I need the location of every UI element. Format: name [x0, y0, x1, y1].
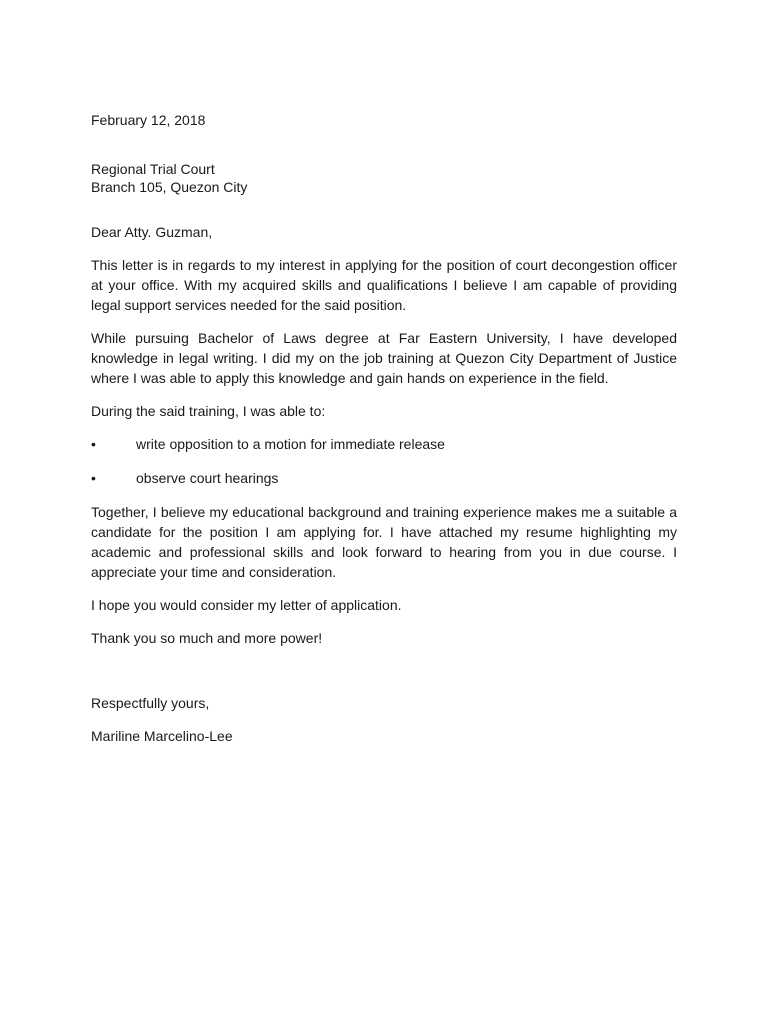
- list-item: [91, 434, 677, 454]
- paragraph-training-lead: During the said training, I was able to:: [91, 403, 326, 419]
- bullet-text: write opposition to a motion for immediate release: [136, 436, 445, 452]
- paragraph-thanks: Thank you so much and more power!: [91, 630, 323, 646]
- closing-spacer: [91, 661, 677, 693]
- signature-name: Mariline Marcelino-Lee: [91, 728, 233, 744]
- paragraph-education: While pursuing Bachelor of Laws degree at Far Eastern University, I have developed knowledge in legal writing. I did my on the job training at Quezon City Department of Justice where I was able to apply this knowledge and gain hands on experience in the field.: [91, 330, 677, 386]
- bullet-icon: •: [91, 436, 96, 452]
- list-item: [91, 468, 677, 488]
- complimentary-close: Respectfully yours,: [91, 695, 210, 711]
- paragraph-request: I hope you would consider my letter of application.: [91, 597, 402, 613]
- letter-date: February 12, 2018: [91, 112, 206, 128]
- recipient-line-1: Regional Trial Court: [91, 161, 215, 177]
- paragraph-intro: This letter is in regards to my interest in applying for the position of court decongestion officer at your office. With my acquired skills and qualifications I believe I am capable of providing legal support services needed for the said position.: [91, 257, 677, 313]
- recipient-line-2: Branch 105, Quezon City: [91, 179, 248, 195]
- bullet-icon: •: [91, 470, 96, 486]
- paragraph-summary: Together, I believe my educational background and training experience makes me a suitable a candidate for the position I am applying for. I have attached my resume highlighting my academic and professional skills and look forward to hearing from you in due course. I appreciate your time and consideration.: [91, 504, 677, 580]
- recipient-address: [91, 160, 677, 196]
- bullet-text: observe court hearings: [136, 470, 279, 486]
- salutation: Dear Atty. Guzman,: [91, 224, 213, 240]
- training-bullet-list: [91, 434, 677, 488]
- cover-letter: [91, 110, 677, 746]
